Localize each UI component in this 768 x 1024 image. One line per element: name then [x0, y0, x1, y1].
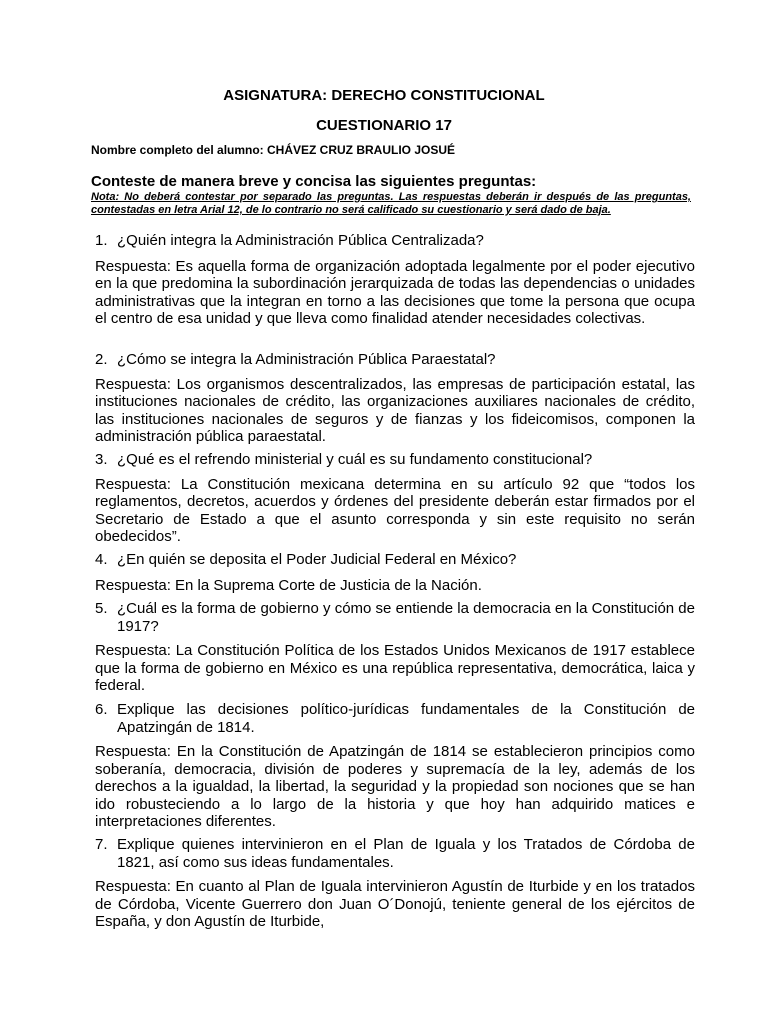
answer-1: Respuesta: Es aquella forma de organización adoptada legalmente por el poder ejecutivo en la que predomina la subordinación jerarquizada de todas las dependencias o unidades administrativas que la integran en torno a las decisiones que tome la persona que ocupa el centro de esa unidad y que lleva como finalidad atender necesidades colectivas. — [95, 257, 695, 327]
question-1 — [95, 232, 695, 250]
instructions-note: Nota: No deberá contestar por separado las preguntas. Las respuestas deberán ir después de las preguntas, contestadas en letra Arial 12, de lo contrario no será calificado su cuestionario y será dado de baja. — [91, 191, 691, 216]
qa-block-1 — [95, 232, 695, 328]
question-number: 5. — [95, 600, 108, 617]
student-name-line: Nombre completo del alumno: CHÁVEZ CRUZ BRAULIO JOSUÉ — [91, 143, 456, 157]
qa-block-2 — [95, 351, 695, 446]
question-2 — [95, 351, 695, 369]
qa-block-6 — [95, 701, 695, 831]
question-4 — [95, 551, 695, 569]
answer-3: Respuesta: La Constitución mexicana determina en su artículo 92 que “todos los reglamentos, decretos, acuerdos y órdenes del presidente deberán estar firmados por el Secretario de Estado a que el asunto corresponda y sin este requisito no serán obedecidos”. — [95, 475, 695, 545]
answer-6: Respuesta: En la Constitución de Apatzingán de 1814 se establecieron principios como soberanía, democracia, división de poderes y supremacía de la ley, además de los derechos a la igualdad, la libertad, la seguridad y la propiedad son nociones que se han ido robusteciendo a lo largo de la historia y que hoy han adquirido matices e interpretaciones diferentes. — [95, 743, 695, 830]
subject-title: ASIGNATURA: DERECHO CONSTITUCIONAL — [223, 87, 545, 104]
answer-4: Respuesta: En la Suprema Corte de Justicia de la Nación. — [95, 576, 482, 594]
qa-block-5 — [95, 600, 695, 695]
question-text: ¿Cómo se integra la Administración Pública Paraestatal? — [117, 351, 496, 368]
instructions-heading: Conteste de manera breve y concisa las siguientes preguntas: — [91, 173, 537, 190]
question-text: ¿En quién se deposita el Poder Judicial Federal en México? — [117, 551, 517, 568]
question-7 — [95, 836, 695, 871]
question-number: 3. — [95, 451, 108, 468]
question-3 — [95, 451, 695, 469]
question-number: 6. — [95, 701, 108, 718]
question-text: ¿Cuál es la forma de gobierno y cómo se entiende la democracia en la Constitución de 1917? — [117, 600, 695, 635]
question-5 — [95, 600, 695, 635]
question-number: 1. — [95, 232, 108, 249]
question-6 — [95, 701, 695, 736]
question-text: ¿Qué es el refrendo ministerial y cuál es su fundamento constitucional? — [117, 451, 593, 468]
qa-block-3 — [95, 451, 695, 546]
qa-block-4 — [95, 551, 695, 594]
qa-block-7 — [95, 836, 695, 931]
answer-2: Respuesta: Los organismos descentralizados, las empresas de participación estatal, las instituciones nacionales de crédito, las organizaciones auxiliares nacionales de crédito, las instituciones nacionales de seguros y de fianzas y los fideicomisos, componen la administración pública paraestatal. — [95, 375, 695, 445]
questionnaire-title: CUESTIONARIO 17 — [316, 117, 452, 134]
question-text: Explique las decisiones político-jurídicas fundamentales de la Constitución de Apatzingán de 1814. — [117, 701, 695, 736]
question-text: ¿Quién integra la Administración Pública Centralizada? — [117, 232, 484, 249]
question-number: 4. — [95, 551, 108, 568]
answer-5: Respuesta: La Constitución Política de los Estados Unidos Mexicanos de 1917 establece que la forma de gobierno en México es una república representativa, democrática, laica y federal. — [95, 642, 695, 694]
question-number: 7. — [95, 836, 108, 853]
answer-7: Respuesta: En cuanto al Plan de Iguala intervinieron Agustín de Iturbide y en los tratados de Córdoba, Vicente Guerrero don Juan O´Donojú, teniente general de los ejércitos de España, y don Agustín de Iturbide, — [95, 878, 695, 930]
question-text: Explique quienes intervinieron en el Plan de Iguala y los Tratados de Córdoba de 1821, así como sus ideas fundamentales. — [117, 836, 695, 871]
question-number: 2. — [95, 351, 108, 368]
